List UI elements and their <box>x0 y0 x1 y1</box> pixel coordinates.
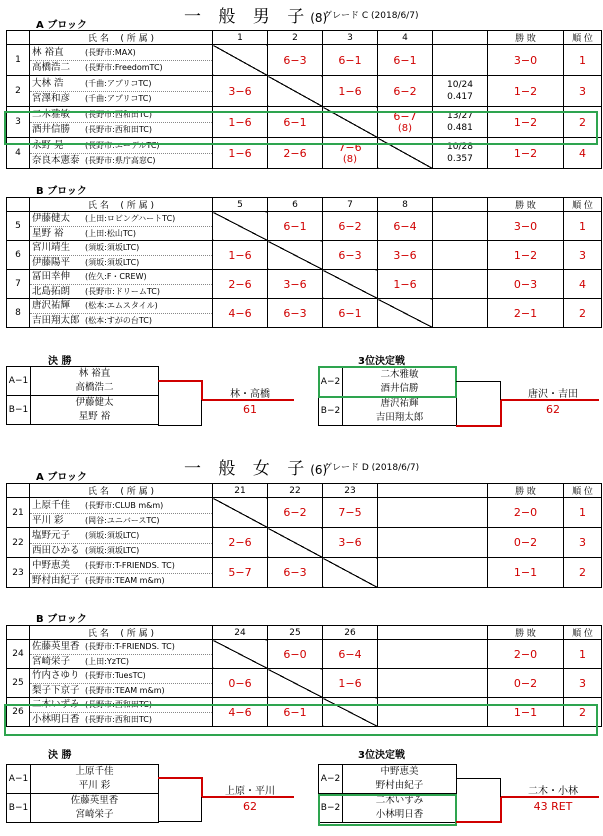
player-name: 星野 裕 <box>78 411 111 422</box>
bracket-line <box>158 821 202 822</box>
player-name: 中野恵美 <box>380 766 419 777</box>
entry-number: 5 <box>7 212 30 241</box>
match-score: 43 RET <box>533 800 573 813</box>
match-score: 6−1 <box>378 45 433 76</box>
table-row <box>7 138 602 169</box>
tiebreak-score: (8) <box>397 123 413 134</box>
player-name: 小林明日香 <box>32 714 80 725</box>
table-header-row: 氏 名 ( 所 属 ) 24 25 26 勝 敗 順 位 <box>7 626 602 640</box>
women-title: 一 般 女 子(6) <box>184 459 328 479</box>
player-name: 奈良本憲泰 <box>32 155 80 166</box>
entry-number: 23 <box>7 558 30 588</box>
match-score: 1−6 <box>323 76 378 107</box>
table-row <box>7 45 602 76</box>
match-score: 0−6 <box>213 669 268 698</box>
entry-number: 6 <box>7 241 30 270</box>
player-name: 野村由紀子 <box>32 574 80 586</box>
player-affiliation: (千曲:アプリコTC) <box>85 94 152 103</box>
bracket-line <box>500 400 502 427</box>
bracket-line <box>456 778 500 779</box>
match-score: 6−0 <box>268 640 323 669</box>
match-score: 6−3 <box>268 45 323 76</box>
entry-number: 21 <box>7 498 30 528</box>
player-name: 宮崎栄子 <box>75 809 114 820</box>
women-final-label: 決 勝 <box>48 750 72 761</box>
entry-number: 3 <box>7 107 30 138</box>
col-header: 5 <box>213 198 268 212</box>
match-score: 1−6 <box>213 241 268 270</box>
self-cell <box>323 698 378 727</box>
wl-header: 勝 敗 <box>488 31 564 45</box>
table-row <box>7 299 602 328</box>
win-loss: 0−3 <box>488 270 564 299</box>
wl-header: 勝 敗 <box>488 198 564 212</box>
women-block-b-table <box>6 625 602 727</box>
col-header: 8 <box>378 198 433 212</box>
winner-name: 唐沢・吉田 <box>528 389 578 400</box>
men-block-b-label: B ブロック <box>36 186 87 197</box>
self-cell <box>213 212 268 241</box>
player-affiliation: (長野市:西和田TC) <box>85 110 152 119</box>
player-name: 中野恵美 <box>32 559 71 571</box>
match-score: 6−1 <box>268 212 323 241</box>
player-affiliation: (長野市:T-FRIENDS. TC) <box>85 560 175 570</box>
table-header-row: 氏 名 ( 所 属 ) 5 6 7 8 勝 敗 順 位 <box>7 198 602 212</box>
self-cell <box>323 107 378 138</box>
match-score: 6−1 <box>323 45 378 76</box>
winner-name: 上原・平川 <box>225 786 275 797</box>
women-final-bracket <box>6 764 159 823</box>
winner-name: 林・高橋 <box>230 389 270 400</box>
col-header: 4 <box>378 31 433 45</box>
bracket-line <box>456 381 500 382</box>
player-pair <box>30 558 213 588</box>
player-name: 小林明日香 <box>375 809 424 820</box>
self-cell <box>323 558 378 588</box>
win-loss: 1−2 <box>488 138 564 169</box>
self-cell <box>213 640 268 669</box>
win-loss: 3−0 <box>488 212 564 241</box>
bracket-line <box>158 425 202 426</box>
game-ratio <box>433 212 488 241</box>
player-pair <box>30 138 213 169</box>
game-ratio <box>433 299 488 328</box>
match-score: 6−7 (8) <box>378 107 433 138</box>
table-row <box>7 212 602 241</box>
win-loss: 0−2 <box>488 528 564 558</box>
player-pair <box>30 640 213 669</box>
entry-number: 24 <box>7 640 30 669</box>
player-name: 高橋浩二 <box>32 62 71 73</box>
game-ratio <box>433 270 488 299</box>
player-affiliation: (松本:エムスタイル) <box>85 301 158 310</box>
bracket-line <box>500 797 502 823</box>
match-score: 1−6 <box>213 107 268 138</box>
table-row <box>7 241 602 270</box>
player-name: 佐藤英里香 <box>32 641 80 652</box>
table-row <box>7 640 602 669</box>
col-header: 21 <box>213 484 268 498</box>
col-header: 26 <box>323 626 378 640</box>
player-affiliation: (上田:YzTC) <box>85 657 130 666</box>
self-cell <box>213 45 268 76</box>
match-score: 6−1 <box>323 299 378 328</box>
game-ratio: 10/24 0.417 <box>433 76 488 107</box>
match-score: 3−6 <box>213 76 268 107</box>
col-header: 7 <box>323 198 378 212</box>
rank: 2 <box>564 558 602 588</box>
women-block-a-label: A ブロック <box>36 472 88 483</box>
player-name: 酒井信勝 <box>32 124 71 135</box>
table-row <box>7 528 602 558</box>
player-affiliation: (松本:すがの台TC) <box>85 316 152 325</box>
rank-header: 順 位 <box>564 31 602 45</box>
player-affiliation: (千曲:アプリコTC) <box>85 79 152 88</box>
player-affiliation: (須坂:須坂LTC) <box>85 530 140 540</box>
table-row <box>7 107 602 138</box>
bracket-line <box>158 777 202 779</box>
player-affiliation: (須坂:須坂LTC) <box>85 258 140 267</box>
player-pair <box>30 698 213 727</box>
player-affiliation: (長野市:西和田TC) <box>85 700 152 709</box>
self-cell <box>323 270 378 299</box>
player-affiliation: (長野市:西和田TC) <box>85 125 152 134</box>
player-affiliation: (長野市:県庁高窓C) <box>85 156 156 165</box>
player-pair <box>30 241 213 270</box>
table-row <box>7 669 602 698</box>
match-score: 2−6 <box>213 270 268 299</box>
game-ratio <box>433 45 488 76</box>
win-loss: 2−1 <box>488 299 564 328</box>
entry-number: 22 <box>7 528 30 558</box>
rank-header: 順 位 <box>564 484 602 498</box>
win-loss: 0−2 <box>488 669 564 698</box>
rank: 3 <box>564 528 602 558</box>
men-third-bracket <box>318 367 457 426</box>
men-block-b-table <box>6 197 602 328</box>
player-name: 高橋浩二 <box>75 382 114 393</box>
win-loss: 1−1 <box>488 698 564 727</box>
rank: 2 <box>564 107 602 138</box>
self-cell <box>213 498 268 528</box>
entry-number: 2 <box>7 76 30 107</box>
bracket-line <box>201 797 202 822</box>
bracket-line <box>500 778 501 798</box>
seed-label: B−2 <box>319 794 343 823</box>
player-affiliation: (須坂:須坂LTC) <box>85 545 140 555</box>
match-score: 6−4 <box>378 212 433 241</box>
col-header: 2 <box>268 31 323 45</box>
match-score: 2−6 <box>268 138 323 169</box>
winner-name: 二木・小林 <box>528 786 578 797</box>
player-name: 上原千佳 <box>32 499 71 511</box>
self-cell <box>268 241 323 270</box>
women-third-label: 3位決定戦 <box>358 750 405 761</box>
table-header-row: 氏 名 ( 所 属 ) 21 22 23 勝 敗 順 位 <box>7 484 602 498</box>
men-block-a-label: A ブロック <box>36 20 88 31</box>
rank: 1 <box>564 498 602 528</box>
entry-number: 26 <box>7 698 30 727</box>
bracket-line <box>500 381 501 401</box>
game-ratio <box>433 241 488 270</box>
men-final-label: 決 勝 <box>48 356 72 367</box>
player-name: 宮澤和彦 <box>32 93 71 104</box>
win-loss: 1−2 <box>488 107 564 138</box>
match-score: 6−2 <box>378 76 433 107</box>
player-pair <box>30 107 213 138</box>
rank: 1 <box>564 640 602 669</box>
women-grade: グレード D (2018/6/7) <box>323 463 420 473</box>
table-header-row: 氏 名 ( 所 属 ) 1 2 3 4 勝 敗 順 位 <box>7 31 602 45</box>
player-affiliation: (長野市:TuesTC) <box>85 671 146 680</box>
player-name: 二木雅敏 <box>32 109 71 120</box>
match-score: 3−6 <box>378 241 433 270</box>
table-row <box>7 698 602 727</box>
player-name: 唐沢祐輝 <box>32 300 71 311</box>
match-score: 61 <box>243 403 257 416</box>
player-name: 星野 裕 <box>32 228 64 239</box>
player-name: 吉田翔太郎 <box>32 315 80 326</box>
rank: 4 <box>564 270 602 299</box>
match-score: 7−5 <box>323 498 378 528</box>
bracket-line <box>456 425 501 427</box>
win-loss: 3−0 <box>488 45 564 76</box>
player-pair <box>30 212 213 241</box>
seed-label: B−1 <box>7 396 31 425</box>
player-name: 永野 晃 <box>32 140 64 151</box>
match-score: 3−6 <box>268 270 323 299</box>
player-affiliation: (須坂:須坂LTC) <box>85 243 140 252</box>
col-header: 3 <box>323 31 378 45</box>
col-header: 25 <box>268 626 323 640</box>
match-score: 6−2 <box>323 212 378 241</box>
rank: 1 <box>564 212 602 241</box>
bracket-line <box>201 400 202 426</box>
player-affiliation: (長野市:T-FRIENDS. TC) <box>85 642 175 651</box>
col-header: 1 <box>213 31 268 45</box>
match-score: 3−6 <box>323 528 378 558</box>
rank: 2 <box>564 299 602 328</box>
player-affiliation: (岡谷:ユニバースTC) <box>85 515 160 525</box>
player-name: 伊藤陽平 <box>32 257 71 268</box>
player-affiliation: (上田:ロビングハートTC) <box>85 214 176 223</box>
rank: 3 <box>564 669 602 698</box>
player-name: 上原千佳 <box>75 766 114 777</box>
women-block-b-label: B ブロック <box>36 614 87 625</box>
match-score: 1−6 <box>213 138 268 169</box>
win-loss: 1−2 <box>488 76 564 107</box>
match-score: 62 <box>243 800 257 813</box>
player-name: 竹内さゆり <box>32 670 80 681</box>
player-affiliation: (長野市:エーデルTC) <box>85 141 160 150</box>
win-loss: 2−0 <box>488 498 564 528</box>
player-affiliation: (上田:松山TC) <box>85 229 136 238</box>
match-score: 1−6 <box>378 270 433 299</box>
men-title: 一 般 男 子(8) <box>184 7 328 27</box>
wl-header: 勝 敗 <box>488 626 564 640</box>
player-name: 冨田幸伸 <box>32 271 71 282</box>
women-third-bracket <box>318 764 457 823</box>
match-score: 6−3 <box>268 299 323 328</box>
player-name: 野村由紀子 <box>375 780 424 791</box>
men-block-a-table <box>6 30 602 169</box>
player-name: 西田ひかる <box>32 544 80 556</box>
player-name: 二木雅敏 <box>380 369 419 380</box>
table-row <box>7 558 602 588</box>
game-ratio: 10/28 0.357 <box>433 138 488 169</box>
wl-header: 勝 敗 <box>488 484 564 498</box>
col-header: 24 <box>213 626 268 640</box>
player-affiliation: (佐久:F・CREW) <box>85 272 147 281</box>
self-cell <box>268 669 323 698</box>
player-affiliation: (長野市:FreedomTC) <box>85 63 163 72</box>
player-pair <box>30 45 213 76</box>
rank-header: 順 位 <box>564 198 602 212</box>
player-name: 林 裕直 <box>32 47 64 58</box>
bracket-line <box>201 380 203 400</box>
table-row <box>7 498 602 528</box>
player-name: 酒井信勝 <box>380 383 419 394</box>
player-name: 平川 彩 <box>32 514 64 526</box>
match-score: 2−6 <box>213 528 268 558</box>
win-loss: 2−0 <box>488 640 564 669</box>
seed-label: A−2 <box>319 368 343 397</box>
men-third-label: 3位決定戦 <box>358 356 405 367</box>
seed-label: A−2 <box>319 765 343 794</box>
player-pair <box>30 498 213 528</box>
col-header: 22 <box>268 484 323 498</box>
bracket-line <box>158 380 202 382</box>
win-loss: 1−2 <box>488 241 564 270</box>
player-name: 伊藤健太 <box>75 397 114 408</box>
player-pair <box>30 669 213 698</box>
rank: 2 <box>564 698 602 727</box>
rank-header: 順 位 <box>564 626 602 640</box>
player-affiliation: (長野市:MAX) <box>85 48 136 57</box>
rank: 4 <box>564 138 602 169</box>
match-score: 4−6 <box>213 299 268 328</box>
self-cell <box>378 138 433 169</box>
table-row <box>7 270 602 299</box>
match-score: 6−4 <box>323 640 378 669</box>
player-name: 北島拓朗 <box>32 286 71 297</box>
col-header: 6 <box>268 198 323 212</box>
player-name: 佐藤英里香 <box>70 795 119 806</box>
entry-number: 4 <box>7 138 30 169</box>
tiebreak-score: (8) <box>342 154 358 165</box>
player-affiliation: (長野市:西和田TC) <box>85 715 152 724</box>
match-score: 4−6 <box>213 698 268 727</box>
player-name: 唐沢祐輝 <box>380 398 419 409</box>
match-score: 6−3 <box>268 558 323 588</box>
player-name: 大林 浩 <box>32 78 64 89</box>
player-pair <box>30 528 213 558</box>
self-cell <box>268 76 323 107</box>
player-name: 林 裕直 <box>78 368 111 379</box>
player-name: 宮崎栄子 <box>32 656 71 667</box>
player-name: 塩野元子 <box>32 529 71 541</box>
player-name: 吉田翔太郎 <box>375 412 424 423</box>
player-affiliation: (長野市:TEAM m&m) <box>85 686 165 695</box>
entry-number: 8 <box>7 299 30 328</box>
entry-number: 1 <box>7 45 30 76</box>
entry-number: 25 <box>7 669 30 698</box>
bracket-line <box>456 821 501 823</box>
win-loss: 1−1 <box>488 558 564 588</box>
player-affiliation: (長野市:CLUB m&m) <box>85 500 164 510</box>
rank: 1 <box>564 45 602 76</box>
seed-label: B−1 <box>7 794 31 823</box>
match-score: 5−7 <box>213 558 268 588</box>
self-cell <box>378 299 433 328</box>
col-header: 23 <box>323 484 378 498</box>
table-row <box>7 76 602 107</box>
seed-label: B−2 <box>319 397 343 426</box>
seed-label: A−1 <box>7 367 31 396</box>
match-score: 6−1 <box>268 107 323 138</box>
bracket-line <box>201 777 203 797</box>
men-final-bracket <box>6 366 159 425</box>
player-pair <box>30 76 213 107</box>
match-score: 6−3 <box>323 241 378 270</box>
rank: 3 <box>564 76 602 107</box>
match-score: 62 <box>546 403 560 416</box>
men-grade: グレード C (2018/6/7) <box>323 11 419 21</box>
entry-number: 7 <box>7 270 30 299</box>
rank: 3 <box>564 241 602 270</box>
player-name: 宮川靖生 <box>32 242 71 253</box>
player-name: 平川 彩 <box>78 780 111 791</box>
match-score: 1−6 <box>323 669 378 698</box>
women-block-a-table <box>6 483 602 588</box>
match-score: 6−1 <box>268 698 323 727</box>
player-name: 二木いずみ <box>375 795 424 806</box>
player-name: 二木いずみ <box>32 699 80 710</box>
match-score: 6−2 <box>268 498 323 528</box>
self-cell <box>268 528 323 558</box>
seed-label: A−1 <box>7 765 31 794</box>
player-name: 梨子下京子 <box>32 685 80 696</box>
player-affiliation: (長野市:TEAM m&m) <box>85 575 165 585</box>
game-ratio: 13/27 0.481 <box>433 107 488 138</box>
player-name: 伊藤健太 <box>32 213 71 224</box>
player-pair <box>30 270 213 299</box>
player-affiliation: (長野市:ドリームTC) <box>85 287 160 296</box>
player-pair <box>30 299 213 328</box>
match-score: 7−6 (8) <box>323 138 378 169</box>
